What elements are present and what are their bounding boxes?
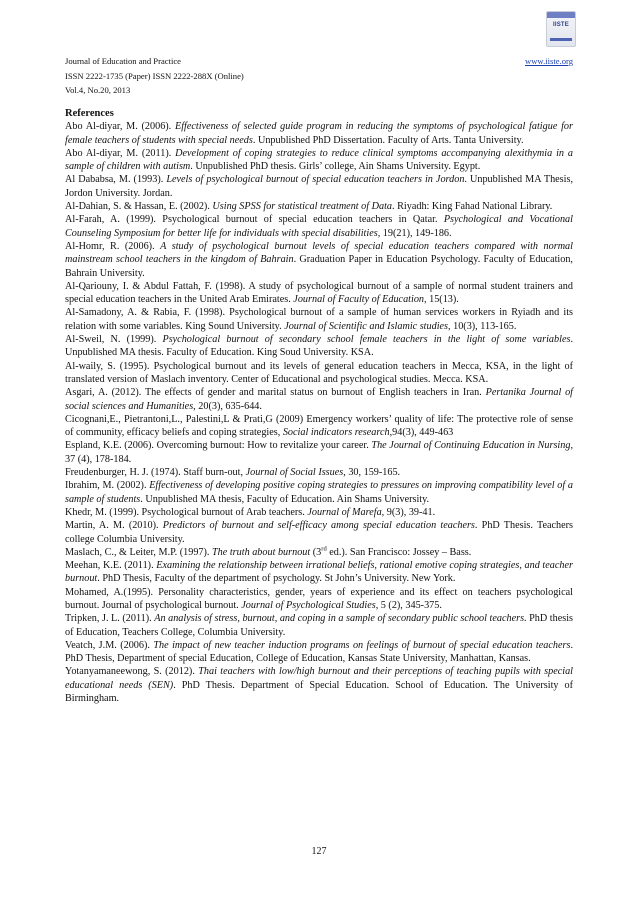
reference-text: Al-Sweil, N. (1999). <box>65 334 163 346</box>
reference-text: , 19(21), 149-186. <box>377 227 452 239</box>
reference-title: Journal of Marefa <box>307 506 382 518</box>
reference-entry <box>65 612 573 639</box>
reference-title: The Journal of Continuing Education in Nursing <box>371 440 571 452</box>
reference-entry <box>65 665 573 705</box>
journal-name: Journal of Education and Practice <box>65 56 181 66</box>
reference-entry <box>65 466 573 479</box>
reference-title: Psychological burnout of secondary school female teachers in the light of some variables <box>162 334 571 346</box>
reference-text: Al-Homr, R. (2006). <box>65 240 161 252</box>
reference-text: Abo Al-diyar, M. (2006). <box>65 121 175 133</box>
reference-text: , 9(3), 39-41. <box>381 506 436 518</box>
reference-text: Al-Dahian, S. & Hassan, E. (2002). <box>65 201 213 213</box>
issn-line: ISSN 2222-1735 (Paper) ISSN 2222-288X (Online) <box>65 70 244 81</box>
reference-entry <box>65 439 573 466</box>
page-header <box>65 54 573 98</box>
reference-text: , 5 (2), 345-375. <box>375 599 442 611</box>
page-number: 127 <box>311 846 327 857</box>
reference-entry <box>65 213 573 240</box>
logo-text: IISTE <box>552 22 569 28</box>
reference-title: Effectiveness of developing positive coping strategies to pressures on improving compatibility level of a sample of students <box>65 480 573 505</box>
reference-text: . Unpublished PhD thesis. Girls’ college, Ain Shams University. Egypt. <box>190 161 481 173</box>
reference-text: Maslach, C., & Leiter, M.P. (1997). <box>65 546 213 558</box>
reference-text: . Unpublished PhD Dissertation. Faculty of Arts. Tanta University. <box>252 134 524 146</box>
reference-entry <box>65 200 573 213</box>
reference-entry <box>65 360 573 387</box>
reference-text: ed.). San Francisco: Jossey – Bass. <box>326 546 472 558</box>
reference-entry <box>65 333 573 360</box>
reference-entry <box>65 147 573 174</box>
reference-text: . PhD thesis of Education, Teachers College, Columbia University. <box>65 613 574 638</box>
journal-website-link[interactable]: www.iiste.org <box>525 56 573 66</box>
reference-entry <box>65 240 573 280</box>
reference-text: . Unpublished MA thesis, Faculty of Education. Ain Shams University. <box>140 493 430 505</box>
reference-entry <box>65 639 573 666</box>
reference-title: Pertanika Journal of social sciences and Humanities <box>65 387 573 412</box>
reference-title: Effectiveness of selected guide program in reducing the symptoms of psychological fatigue for female teachers of students with special needs <box>65 121 573 146</box>
reference-entry <box>65 120 573 147</box>
reference-title: Psychological and Vocational Counseling Symposium for better life for individuals with special disabilities <box>65 214 573 239</box>
reference-text: . Graduation Paper in Education Psychology. Faculty of Education, Bahrain University. <box>65 254 573 279</box>
reference-text: . Unpublished MA Thesis, Jordon University. Jordan. <box>65 174 573 199</box>
reference-text: Yotanyamaneewong, S. (2012). <box>65 666 199 678</box>
reference-text: Ibrahim, M. (2002). <box>65 480 150 492</box>
reference-text: . Unpublished MA thesis. Faculty of Education. King Soud University. KSA. <box>65 334 573 359</box>
reference-entry <box>65 586 573 613</box>
reference-title: Thai teachers with low/high burnout and their perceptions of teaching pupils with special educational needs (SEN) <box>65 666 573 691</box>
reference-text: . Riyadh: King Fahad National Library. <box>392 201 553 213</box>
volume-line: Vol.4, No.20, 2013 <box>65 85 131 95</box>
reference-title: Examining the relationship between irrational beliefs, rational emotive coping strategies, and teacher burnout <box>65 560 573 585</box>
reference-title: Journal of Faculty of Education <box>293 294 425 306</box>
references-section <box>65 107 573 705</box>
reference-text: Martin, A. M. (2010). <box>65 520 163 532</box>
reference-entry <box>65 546 573 559</box>
reference-entry <box>65 413 573 440</box>
reference-text: , 30, 159-165. <box>343 467 401 479</box>
reference-title: Using SPSS for statistical treatment of Data <box>212 201 393 213</box>
reference-text: Espland, K.E. (2006). Overcoming burnout: How to revitalize your career. <box>65 440 372 452</box>
reference-entry <box>65 386 573 413</box>
reference-title: Predictors of burnout and self-efficacy among special education teachers <box>162 520 475 532</box>
reference-entry <box>65 173 573 200</box>
reference-text: Tripken, J. L. (2011). <box>65 613 155 625</box>
reference-title: Social indicators research <box>282 427 390 439</box>
reference-title: Journal of Psychological Studies <box>241 599 376 611</box>
reference-entry <box>65 506 573 519</box>
reference-text: , 37 (4), 178-184. <box>65 440 573 465</box>
reference-text: Veatch, J.M. (2006). <box>65 639 154 651</box>
reference-text: . PhD Thesis. Department of Special Education. School of Education. The University of Birmingham. <box>65 679 573 705</box>
superscript-text: rd <box>321 545 327 553</box>
reference-text: . PhD Thesis, Department of special Education, College of Education, Kansas State University, Manhattan, Kansas. <box>65 639 573 665</box>
reference-text: Al-waily, S. (1995). Psychological burnout and its levels of general education teachers in Mecca, KSA, in the light of translated version of Maslach inventory. Center of Educational and psychological studies. Mecca. KSA. <box>65 360 573 385</box>
reference-text: Asgari, A. (2012). The effects of gender and marital status on burnout of English teachers in Iran. <box>65 387 486 399</box>
reference-text: . PhD Thesis, Faculty of the department of psychology. St John’s University. New York. <box>97 573 456 585</box>
reference-entry <box>65 306 573 333</box>
reference-text: Al-Farah, A. (1999). Psychological burnout of special education teachers in Qatar. <box>65 214 444 226</box>
reference-text: Khedr, M. (1999). Psychological burnout of Arab teachers. <box>65 506 308 518</box>
reference-text: , 10(3), 113-165. <box>448 320 517 332</box>
reference-text: Al-Qariouny, I. & Abdul Fattah, F. (1998). A study of psychological burnout of a sample of normal student trainers and special education teachers in the United Arab Emirates. <box>65 280 573 306</box>
reference-title: Levels of psychological burnout of special education teachers in Jordon <box>166 174 465 186</box>
reference-text: Al Dababsa, M. (1993). <box>65 174 167 186</box>
reference-entry <box>65 559 573 586</box>
reference-title: An analysis of stress, burnout, and coping in a sample of secondary public school teachers <box>154 613 525 625</box>
section-title: References <box>65 108 114 119</box>
reference-entry <box>65 519 573 546</box>
reference-text: , 15(13). <box>424 294 459 306</box>
reference-title: Development of coping strategies to reduce clinical symptoms accompanying alexithymia in a sample of children with autism <box>65 147 573 173</box>
reference-text: Cicognani,E., Pietrantoni,L., Palestini,L & Prati,G (2009) Emergency workers’ quality of life: The protective role of sense of community, efficacy beliefs and coping strategies, <box>65 413 573 439</box>
reference-text: (3 <box>310 546 322 558</box>
reference-text: Al-Samadony, A. & Rabia, F. (1998). Psychological burnout of a sample of human services workers in Ryiadh and its relation with some variables. King Sound University. <box>65 307 573 332</box>
reference-title: The truth about burnout <box>212 546 311 558</box>
reference-title: A study of psychological burnout levels of special education teachers compared with normal mainstream school teachers in the kingdom of Bahrain <box>65 240 573 266</box>
reference-text: . PhD Thesis. Teachers college Columbia University. <box>65 520 573 545</box>
reference-text: , 20(3), 635-644. <box>193 400 262 412</box>
reference-list <box>65 120 573 705</box>
reference-entry <box>65 479 573 506</box>
reference-text: ,94(3), 449-463 <box>389 427 454 439</box>
reference-text: Meehan, K.E. (2011). <box>65 560 157 572</box>
reference-title: The impact of new teacher induction programs on feelings of burnout of special education teachers <box>153 639 571 651</box>
reference-text: Abo Al-diyar, M. (2011). <box>65 147 176 159</box>
reference-title: Journal of Social Issues <box>245 467 344 479</box>
reference-title: Journal of Scientific and Islamic studies <box>284 320 449 332</box>
reference-text: Freudenburger, H. J. (1974). Staff burn-out, <box>65 467 246 479</box>
reference-text: Mohamed, A.(1995). Personality characteristics, gender, years of experience and its effect on teachers psychological burnout. Journal of psychological burnout. <box>65 586 573 611</box>
reference-entry <box>65 280 573 307</box>
iiste-logo-icon <box>546 11 576 47</box>
